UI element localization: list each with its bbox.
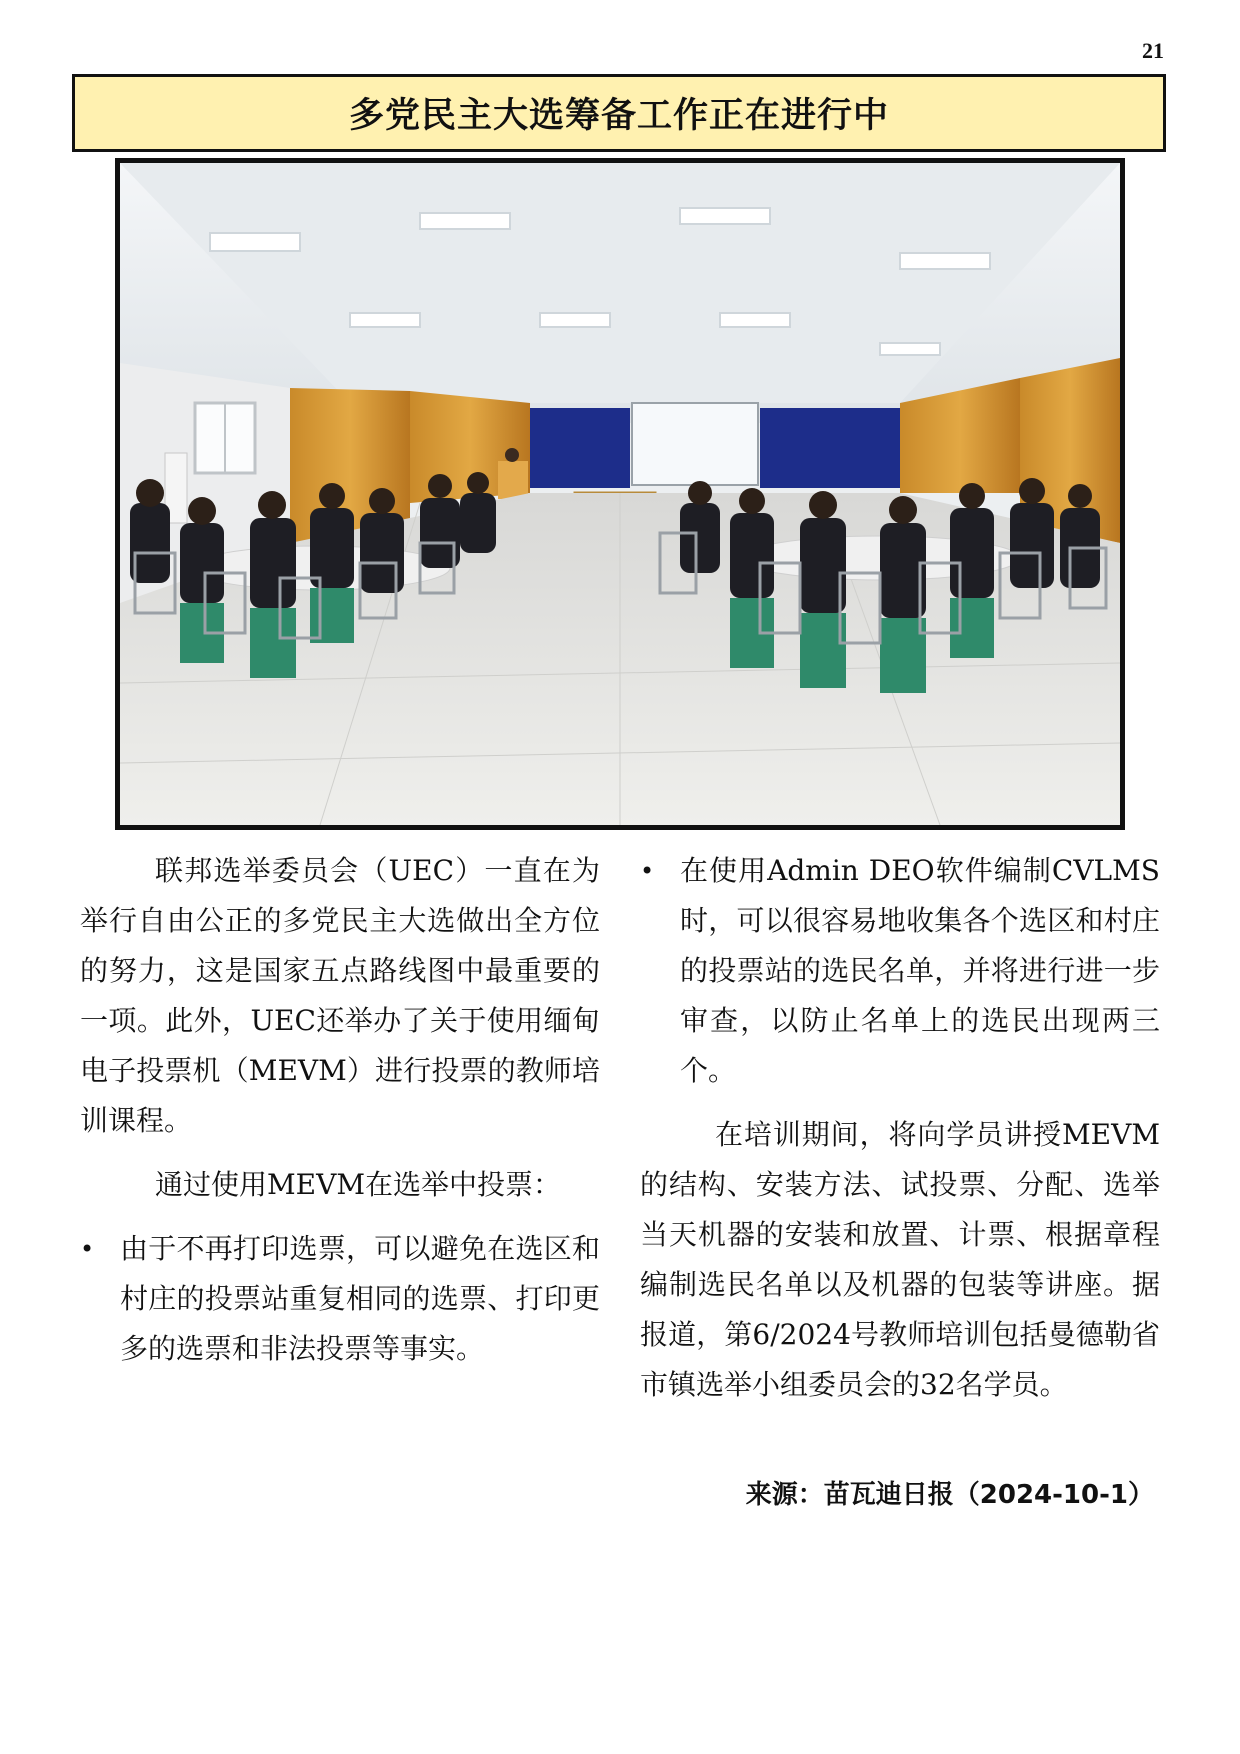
bullet-icon: • [640, 857, 655, 885]
bullet-item [640, 846, 1160, 1096]
article-title [72, 74, 1166, 152]
bullet-item [80, 1224, 600, 1374]
bullet-icon: • [80, 1235, 95, 1263]
article-title-text: 多党民主大选筹备工作正在进行中 [348, 96, 889, 136]
mevm-voting-paragraph: 通过使用MEVM在选举中投票： [155, 1168, 562, 1201]
training-paragraph: 在培训期间，将向学员讲授MEVM的结构、安装方法、试投票、分配、选举当天机器的安装和放置、计票、根据章程编制选民名单以及机器的包装等讲座。据报道，第6/2024号教师培训包括曼德勒省市镇选举小组委员会的32名学员。 [640, 1118, 1160, 1401]
page-number: 21 [1142, 38, 1164, 63]
left-column [80, 846, 600, 1374]
right-column [640, 846, 1160, 1410]
bullet-text: 在使用Admin DEO软件编制CVLMS时，可以很容易地收集各个选区和村庄的投票站的选民名单，并将进行进一步审查，以防止名单上的选民出现两三个。 [680, 854, 1160, 1087]
article-photo [115, 158, 1125, 830]
bullet-text: 由于不再打印选票，可以避免在选区和村庄的投票站重复相同的选票、打印更多的选票和非法投票等事实。 [120, 1232, 600, 1365]
source-citation: 来源：苗瓦迪日报（2024-10-1） [745, 1480, 1154, 1510]
intro-paragraph: 联邦选举委员会（UEC）一直在为举行自由公正的多党民主大选做出全方位的努力，这是国家五点路线图中最重要的一项。此外，UEC还举办了关于使用缅甸电子投票机（MEVM）进行投票的教师培训课程。 [80, 854, 600, 1137]
